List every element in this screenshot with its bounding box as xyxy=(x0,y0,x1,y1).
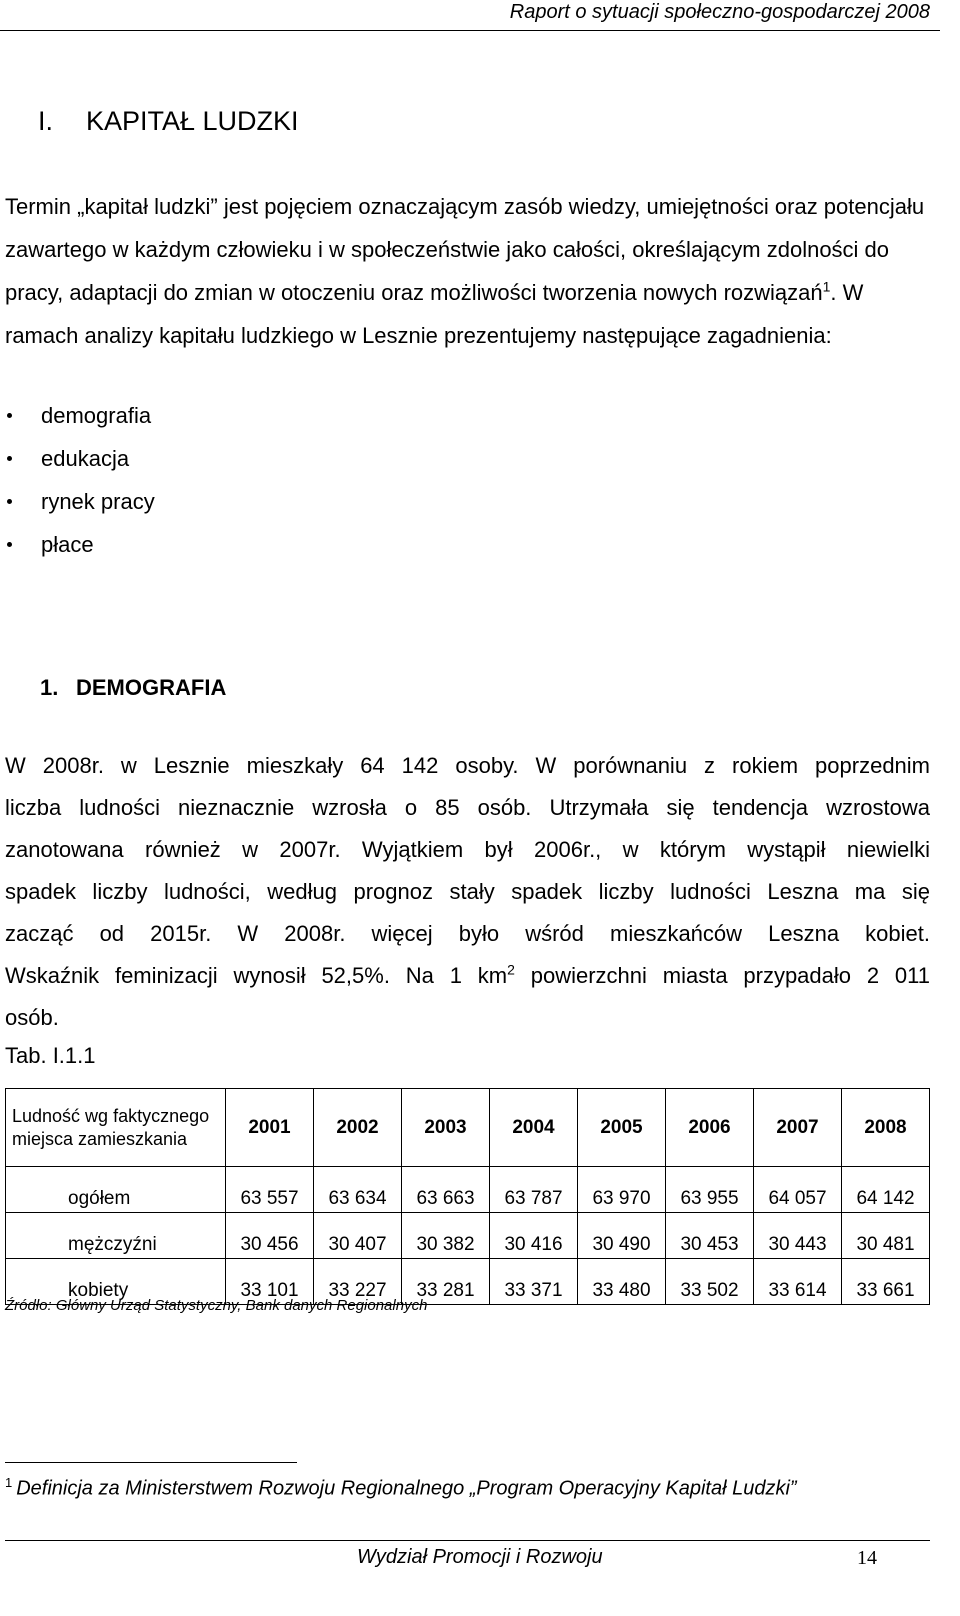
superscript: 2 xyxy=(507,961,515,978)
row-header-label: Ludność wg faktycznego miejsca zamieszkania xyxy=(6,1089,226,1167)
table-cell: 30 456 xyxy=(226,1213,314,1259)
topic-label: rynek pracy xyxy=(41,489,155,514)
topics-list xyxy=(5,404,155,576)
page-number: 14 xyxy=(857,1547,877,1569)
footnote-divider xyxy=(5,1462,297,1463)
row-label: mężczyźni xyxy=(6,1213,226,1259)
row-label: kobiety xyxy=(6,1259,226,1305)
table-cell: 33 227 xyxy=(314,1259,402,1305)
table-cell: 33 502 xyxy=(666,1259,754,1305)
table-cell: 33 101 xyxy=(226,1259,314,1305)
footnote xyxy=(5,1470,797,1502)
line-text-b: powierzchni miasta przypadało 2 011 xyxy=(514,963,930,988)
row-label: ogółem xyxy=(6,1167,226,1213)
bullet-icon xyxy=(7,413,12,418)
list-item xyxy=(5,404,155,447)
line-text-a: Wskaźnik feminizacji wynosił 52,5%. Na 1 km xyxy=(5,963,508,988)
table-source: Źródło: Główny Urząd Statystyczny, Bank danych Regionalnych xyxy=(5,1297,428,1314)
table-cell: 30 407 xyxy=(314,1213,402,1259)
table-cell: 30 416 xyxy=(490,1213,578,1259)
table-cell: 33 661 xyxy=(842,1259,930,1305)
table-cell: 63 663 xyxy=(402,1167,490,1213)
footnote-reference: 1 xyxy=(822,278,831,295)
section-heading xyxy=(40,674,226,702)
bullet-icon xyxy=(7,499,12,504)
table-cell: 63 557 xyxy=(226,1167,314,1213)
paragraph-line: liczba ludności nieznacznie wzrosła o 85 osób. Utrzymała się tendencja wzrostowa xyxy=(5,795,930,820)
paragraph-line xyxy=(5,954,930,996)
year-header: 2003 xyxy=(402,1089,490,1167)
header-divider xyxy=(0,30,940,31)
running-header: Raport o sytuacji społeczno-gospodarczej 2008 xyxy=(509,1,930,23)
year-header: 2002 xyxy=(314,1089,402,1167)
table-cell: 30 382 xyxy=(402,1213,490,1259)
year-header: 2008 xyxy=(842,1089,930,1167)
table-cell: 33 614 xyxy=(754,1259,842,1305)
paragraph-line: zanotowana również w 2007r. Wyjątkiem był 2006r., w którym wystąpił niewielki xyxy=(5,837,930,862)
year-header: 2004 xyxy=(490,1089,578,1167)
table-row xyxy=(6,1167,930,1213)
paragraph-line: spadek liczby ludności, według prognoz stały spadek liczby ludności Leszna ma się xyxy=(5,879,930,904)
topic-label: demografia xyxy=(41,403,152,428)
table-cell: 30 481 xyxy=(842,1213,930,1259)
chapter-number: I. xyxy=(38,106,54,136)
population-table xyxy=(5,1088,930,1305)
table-cell: 63 634 xyxy=(314,1167,402,1213)
section-number: 1. xyxy=(40,675,59,700)
chapter-heading xyxy=(38,104,299,138)
table-cell: 64 142 xyxy=(842,1167,930,1213)
year-header: 2005 xyxy=(578,1089,666,1167)
table-cell: 30 490 xyxy=(578,1213,666,1259)
topic-label: płace xyxy=(41,532,94,557)
table-row xyxy=(6,1213,930,1259)
table-cell: 33 281 xyxy=(402,1259,490,1305)
year-header: 2001 xyxy=(226,1089,314,1167)
list-item xyxy=(5,533,155,576)
intro-text-a: Termin „kapitał ludzki” jest pojęciem oznaczającym zasób wiedzy, umiejętności oraz potencjału zawartego w każdym człowieku i w społeczeństwie jako całości, określającym zdolności do pracy, adaptacji do zmian w otoczeniu oraz możliwości tworzenia nowych rozwiązań xyxy=(5,194,925,305)
intro-paragraph xyxy=(5,185,930,357)
table-cell: 30 443 xyxy=(754,1213,842,1259)
topic-label: edukacja xyxy=(41,446,130,471)
table-caption: Tab. I.1.1 xyxy=(5,1043,96,1068)
section-title: DEMOGRAFIA xyxy=(76,675,227,700)
footnote-text: Definicja za Ministerstwem Rozwoju Regionalnego „Program Operacyjny Kapitał Ludzki” xyxy=(16,1477,797,1500)
bullet-icon xyxy=(7,542,12,547)
table-cell: 30 453 xyxy=(666,1213,754,1259)
footnote-mark: 1 xyxy=(5,1475,13,1490)
footer-department: Wydział Promocji i Rozwoju xyxy=(357,1546,603,1568)
demography-paragraph xyxy=(5,744,930,1038)
list-item xyxy=(5,490,155,533)
year-header: 2007 xyxy=(754,1089,842,1167)
paragraph-line: zacząć od 2015r. W 2008r. więcej było wśród mieszkańców Leszna kobiet. xyxy=(5,921,930,946)
paragraph-line: W 2008r. w Lesznie mieszkały 64 142 osoby. W porównaniu z rokiem poprzednim xyxy=(5,753,930,778)
table-cell: 33 371 xyxy=(490,1259,578,1305)
bullet-icon xyxy=(7,456,12,461)
table-cell: 63 787 xyxy=(490,1167,578,1213)
table-cell: 63 955 xyxy=(666,1167,754,1213)
paragraph-line: osób. xyxy=(5,1005,59,1030)
intro-text-b: . W ramach analizy kapitału ludzkiego w Lesznie prezentujemy następujące zagadnienia: xyxy=(5,280,864,348)
table-cell: 64 057 xyxy=(754,1167,842,1213)
table-cell: 63 970 xyxy=(578,1167,666,1213)
table-cell: 33 480 xyxy=(578,1259,666,1305)
footer-divider xyxy=(5,1540,930,1541)
list-item xyxy=(5,447,155,490)
chapter-title: KAPITAŁ LUDZKI xyxy=(86,106,299,136)
table-header-row xyxy=(6,1089,930,1167)
year-header: 2006 xyxy=(666,1089,754,1167)
